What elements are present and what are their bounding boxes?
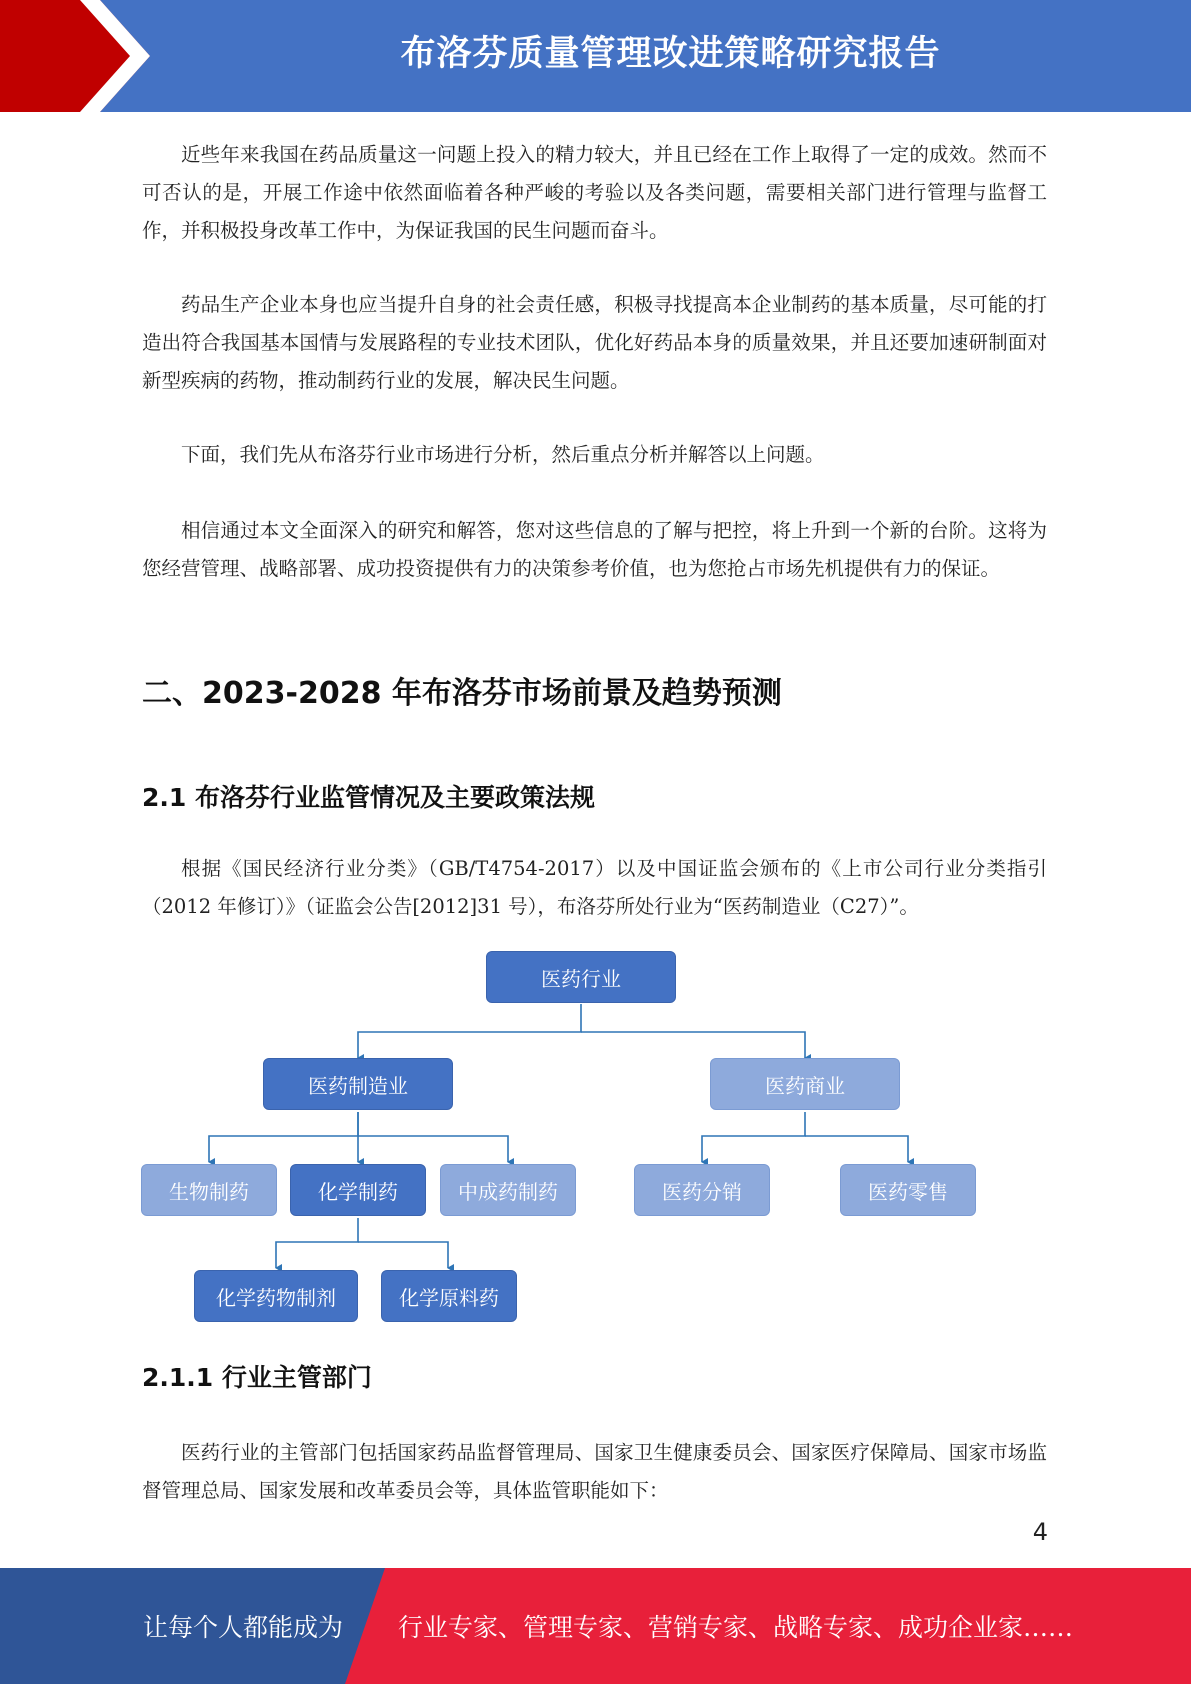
industry-org-chart — [0, 940, 1191, 1335]
node-chemical-pharma: 化学制药 — [290, 1164, 426, 1216]
node-pharma-manufacturing: 医药制造业 — [263, 1058, 453, 1110]
node-bio-pharma: 生物制药 — [141, 1164, 277, 1216]
header-arrow-decoration — [0, 0, 160, 112]
footer-slogan-right: 行业专家、管理专家、营销专家、战略专家、成功企业家…… — [398, 1613, 1074, 1642]
page-footer — [0, 1568, 1191, 1684]
page-header — [0, 0, 1191, 112]
node-retail: 医药零售 — [840, 1164, 976, 1216]
node-pharma-industry: 医药行业 — [486, 951, 676, 1003]
node-tcm-pharma: 中成药制药 — [440, 1164, 576, 1216]
subsection-heading: 2.1 布洛芬行业监管情况及主要政策法规 — [142, 783, 595, 812]
footer-slogan-left: 让每个人都能成为 — [143, 1613, 344, 1642]
node-pharma-commerce: 医药商业 — [710, 1058, 900, 1110]
subsubsection-heading: 2.1.1 行业主管部门 — [142, 1363, 372, 1392]
node-chem-raw-material: 化学原料药 — [381, 1270, 517, 1322]
classification-paragraph: 根据《国民经济行业分类》（GB/T4754-2017）以及中国证监会颁布的《上市公司行业分类指引（2012 年修订）》（证监会公告[2012]31 号），布洛芬所处行业为“医药制造业（C27）”。 — [142, 857, 1047, 918]
paragraph-2: 药品生产企业本身也应当提升自身的社会责任感，积极寻找提高本企业制药的基本质量，尽可能的打造出符合我国基本国情与发展路程的专业技术团队，优化好药品本身的质量效果，并且还要加速研制面对新型疾病的药物，推动制药行业的发展，解决民生问题。 — [142, 293, 1047, 392]
section-heading: 二、2023-2028 年布洛芬市场前景及趋势预测 — [142, 676, 782, 711]
page-number: 4 — [1032, 1518, 1048, 1546]
node-chem-preparation: 化学药物制剂 — [194, 1270, 358, 1322]
paragraph-4: 相信通过本文全面深入的研究和解答，您对这些信息的了解与把控，将上升到一个新的台阶。这将为您经营管理、战略部署、成功投资提供有力的决策参考价值，也为您抢占市场先机提供有力的保证。 — [142, 519, 1047, 580]
node-distribution: 医药分销 — [634, 1164, 770, 1216]
report-title: 布洛芬质量管理改进策略研究报告 — [400, 34, 941, 74]
paragraph-3: 下面，我们先从布洛芬行业市场进行分析，然后重点分析并解答以上问题。 — [181, 443, 825, 466]
paragraph-1: 近些年来我国在药品质量这一问题上投入的精力较大，并且已经在工作上取得了一定的成效。然而不可否认的是，开展工作途中依然面临着各种严峻的考验以及各类问题，需要相关部门进行管理与监督工作，并积极投身改革工作中，为保证我国的民生问题而奋斗。 — [142, 143, 1047, 242]
authorities-paragraph: 医药行业的主管部门包括国家药品监督管理局、国家卫生健康委员会、国家医疗保障局、国家市场监督管理总局、国家发展和改革委员会等，具体监管职能如下： — [142, 1441, 1047, 1502]
